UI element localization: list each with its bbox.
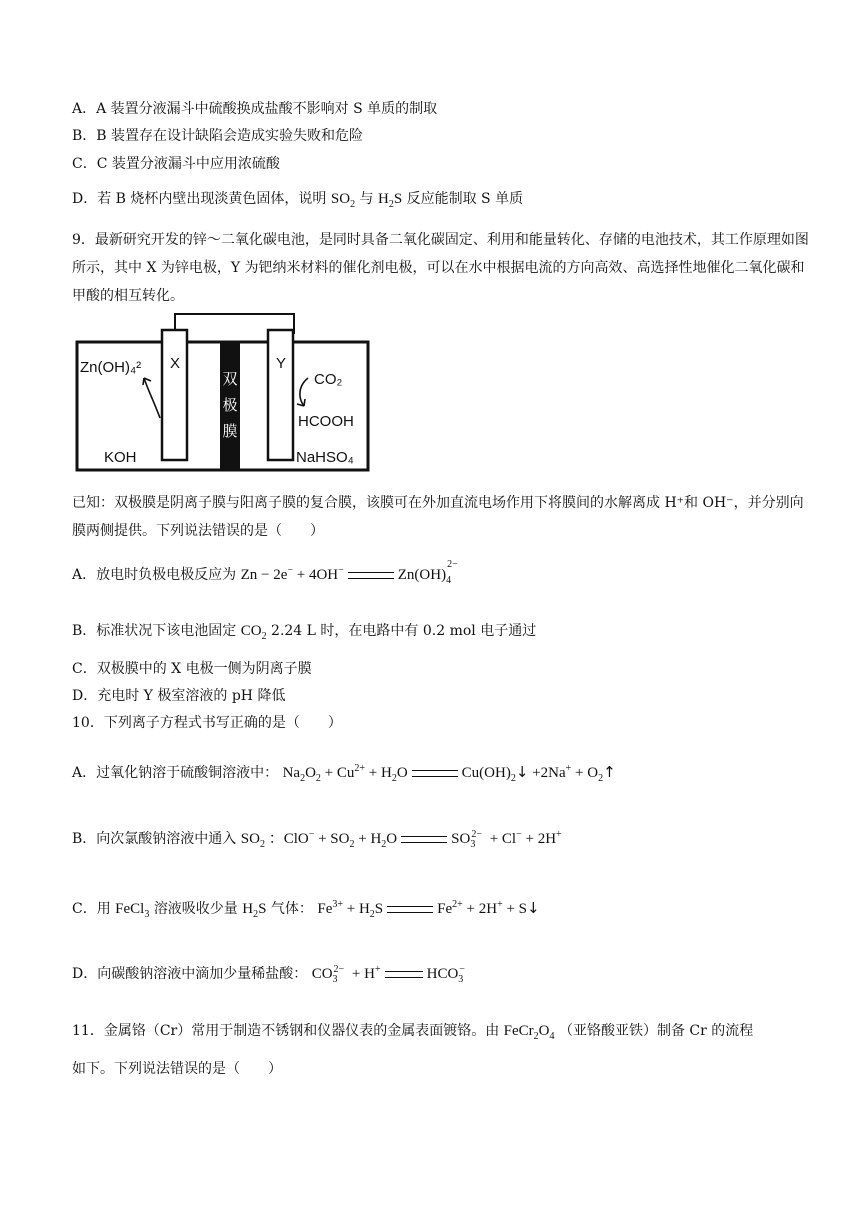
q11-line1 — [72, 1021, 753, 1041]
q10-option-b-equation: $SO_2$ ：$ClO^- + SO_2 + H_2O$ $SO_3^{2-} + Cl^- + 2H^+$ — [240, 829, 562, 850]
q9-option-b-formula: $CO_2$ — [240, 623, 267, 642]
electrode-x-label: X — [169, 355, 181, 372]
q10-stem: 10．下列离子方程式书写正确的是（ ） — [72, 715, 342, 731]
q9-option-a-equation: Zn − 2e− + 4OH− $Zn(OH)_4^{2-}$ — [240, 559, 458, 586]
q11-line2: 如下。下列说法错误的是（ ） — [72, 1061, 282, 1077]
membrane-char-1: 双 — [222, 371, 238, 388]
q9-option-a — [72, 559, 462, 586]
q10-option-c-formula-h2s: $H_2S$ — [242, 901, 267, 920]
q11-line1-pre: 11．金属铬（Cr）常用于制造不锈钢和仪器仪表的金属表面镀铬。由 — [72, 1023, 500, 1039]
q8-option-a: A．A 装置分液漏斗中硫酸换成盐酸不影响对 S 单质的制取 — [72, 101, 438, 117]
zn-arrow — [144, 378, 160, 418]
q10-option-a-pre: A．过氧化钠溶于硫酸铜溶液中： — [72, 765, 279, 781]
q8-option-b: B．B 装置存在设计缺陷会造成实验失败和危险 — [72, 128, 364, 144]
q10-option-b-pre: B．向次氯酸钠溶液中通入 — [72, 831, 237, 847]
q10-option-c-pre: C．用 — [72, 901, 111, 917]
q9-option-d: D．充电时 Y 极室溶液的 pH 降低 — [72, 688, 286, 704]
koh-label: KOH — [104, 449, 137, 466]
q9-option-b-pre: B．标准状况下该电池固定 — [72, 623, 237, 639]
co2-label: CO₂ — [314, 371, 343, 388]
q10-option-d-pre: D．向碳酸钠溶液中滴加少量稀盐酸： — [72, 966, 308, 982]
q10-option-a-equation: $Na_2O_2 + Cu^{2+} + H_2O$ $Cu(OH)_2↓ +2Na^+$ + $O_2↑$ — [282, 763, 616, 784]
q8-option-d-pre: D．若 B 烧杯内壁出现淡黄色固体，说明 — [72, 191, 327, 207]
q10-option-c-mid2: 气体： — [270, 901, 313, 917]
q9-stem: 9．最新研究开发的锌～二氧化碳电池，是同时具备二氧化碳固定、利用和能量转化、存储的电池技术，其工作原理如图所示，其中 X 为锌电极，Y 为钯纳米材料的催化剂电极，可以在水中根据电流的方向高效、高选择性地催化二氧化碳和甲酸的相互转化。 — [72, 232, 809, 304]
q9-option-a-pre: A．放电时负极电极反应为 — [72, 567, 237, 583]
q10-option-c-mid1: 溶液吸收少量 — [153, 901, 238, 917]
q10-option-a — [72, 762, 616, 783]
q9-known: 已知：双极膜是阴离子膜与阳离子膜的复合膜，该膜可在外加直流电场作用下将膜间的水解离成 H⁺和 OH⁻，并分别向膜两侧提供。下列说法错误的是（ ） — [72, 495, 804, 539]
q9-option-b — [72, 621, 536, 641]
q10-option-c-formula-fecl3: FeCl$_3$ — [115, 901, 150, 920]
q9-option-c: C．双极膜中的 X 电极一侧为阴离子膜 — [72, 661, 312, 677]
q9-option-b-post: 2.24 L 时，在电路中有 0.2 mol 电子通过 — [271, 623, 537, 639]
q10-option-b — [72, 829, 562, 849]
nahso4-label: NaHSO₄ — [296, 449, 354, 466]
q11-formula-fecr2o4: $FeCr_2O_4$ — [503, 1023, 555, 1042]
q8-option-d — [72, 189, 523, 209]
q8-option-d-formula-h2s: $H_2S$ — [377, 191, 403, 210]
q8-option-d-post: 反应能制取 S 单质 — [406, 191, 524, 207]
membrane-char-3: 膜 — [222, 423, 238, 440]
hcooh-label: HCOOH — [298, 413, 354, 430]
q9-cell-diagram — [72, 306, 372, 476]
q10-option-d — [72, 964, 469, 984]
zn-oh-label: Zn(OH)₄² — [80, 359, 142, 376]
q10-option-d-equation: $CO_3^{2-} + H^+$ $HCO_3^-$ — [311, 964, 465, 985]
q10-option-c-equation: $Fe^{3+} + H_2S$ $Fe^{2+} + 2H^+$ + S↓ — [317, 899, 540, 920]
membrane-char-2: 极 — [222, 397, 238, 414]
electrode-y-label: Y — [275, 355, 287, 372]
q10-option-c — [72, 898, 540, 919]
q8-option-d-mid: 与 — [359, 191, 374, 207]
q8-option-d-formula-so2: $SO_2$ — [330, 191, 356, 210]
q11-line1-post: （亚铬酸亚铁）制备 Cr 的流程 — [558, 1023, 754, 1039]
q8-option-c: C．C 装置分液漏斗中应用浓硫酸 — [72, 156, 280, 172]
